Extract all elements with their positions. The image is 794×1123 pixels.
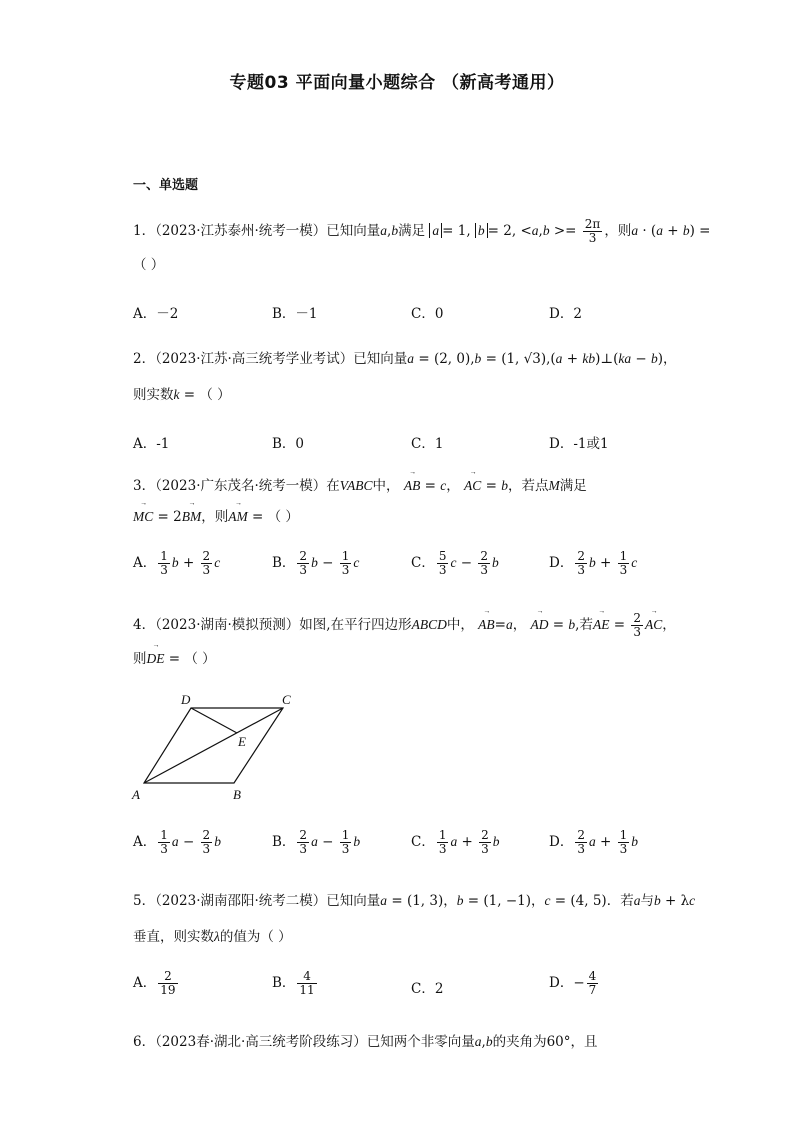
question-source: （2023·广东茂名·统考一模） — [155, 478, 327, 494]
option-c[interactable]: C．2 — [411, 981, 444, 997]
option-b[interactable]: B． $\frac{2}{3}$ b − $\frac{1}{3}$ c — [272, 549, 360, 577]
question-4: 4．（2023·湖南·模拟预测）如图,在平行四边形ABCD中， → AB=a， → AD = b,若 → AE = $\frac{2}{3}$ → AC， — [133, 607, 676, 639]
question-number: 1． — [133, 223, 156, 239]
label-a: A — [132, 787, 140, 802]
option-a[interactable]: A． $\frac{1}{3}$ b + $\frac{2}{3}$ c — [133, 549, 221, 577]
parallelogram-figure — [125, 688, 305, 803]
option-d[interactable]: D． $\frac{2}{3}$ b + $\frac{1}{3}$ c — [549, 549, 638, 577]
page-title: 专题03 平面向量小题综合 （新高考通用） — [229, 73, 565, 93]
option-d[interactable]: D． $\frac{2}{3}$ a + $\frac{1}{3}$ b — [549, 828, 639, 856]
question-3-line-2: → MC = 2 → BM，则 → AM = （ ） — [133, 499, 299, 525]
question-4-line-2: 则 → DE = （ ） — [133, 641, 216, 667]
question-source: （2023·江苏·高三统考学业考试） — [155, 351, 354, 367]
question-3: 3．（2023·广东茂名·统考一模）在VABC中， → AB = c， → AC = b，若点M满足 — [133, 468, 587, 494]
question-6: 6．（2023春·湖北·高三统考阶段练习）已知两个非零向量a,b的夹角为60°，且 — [133, 1034, 598, 1050]
question-source: （2023春·湖北·高三统考阶段练习） — [155, 1034, 367, 1050]
option-b[interactable]: B．0 — [272, 436, 305, 452]
label-b: B — [233, 787, 241, 802]
option-d[interactable]: D．− $\frac{4}{7}$ — [549, 969, 597, 997]
question-1: 1．（2023·江苏泰州·统考一模）已知向量a,b满足 a = 1, b = 2, <a,b >= $\frac{2\pi}{3}$ ，则a · (a + b) = — [133, 217, 711, 245]
question-source: （2023·江苏泰州·统考一模） — [155, 223, 327, 239]
diagonal-ac — [144, 708, 283, 783]
option-a[interactable]: A． $\frac{2}{19}$ — [133, 969, 176, 997]
option-b[interactable]: B． $\frac{4}{11}$ — [272, 969, 315, 997]
option-c[interactable]: C． $\frac{1}{3}$ a + $\frac{2}{3}$ b — [411, 828, 500, 856]
question-2-line-2: 则实数k = （ ） — [133, 387, 231, 403]
option-c[interactable]: C． $\frac{5}{3}$ c − $\frac{2}{3}$ b — [411, 549, 499, 577]
option-a[interactable]: A． $\frac{1}{3}$ a − $\frac{2}{3}$ b — [133, 828, 221, 856]
question-source: （2023·湖南邵阳·统考二模） — [155, 893, 327, 909]
label-d: D — [181, 692, 191, 707]
segment-de — [191, 708, 237, 733]
answer-blank: （ ） — [133, 257, 165, 273]
question-2: 2．（2023·江苏·高三统考学业考试）已知向量a = (2, 0),b = (1, √3),(a + kb)⊥(ka − b)， — [133, 351, 677, 367]
fraction: $\frac{2\pi}{3}$ — [584, 217, 601, 245]
option-d[interactable]: D．-1或1 — [549, 436, 609, 452]
option-d[interactable]: D．2 — [549, 306, 582, 322]
option-a[interactable]: A．－2 — [133, 306, 179, 322]
question-5: 5．（2023·湖南邵阳·统考二模）已知向量a = (1, 3)，b = (1, −1)，c = (4, 5)．若a与b + λc — [133, 893, 696, 909]
label-e: E — [238, 734, 246, 749]
label-c: C — [282, 692, 291, 707]
option-c[interactable]: C．1 — [411, 436, 444, 452]
option-a[interactable]: A．-1 — [133, 436, 170, 452]
section-heading: 一、单选题 — [133, 178, 199, 193]
question-source: （2023·湖南·模拟预测） — [155, 617, 300, 633]
question-5-line-2: 垂直，则实数λ的值为（ ） — [133, 929, 292, 945]
option-c[interactable]: C．0 — [411, 306, 444, 322]
option-b[interactable]: B．－1 — [272, 306, 318, 322]
option-b[interactable]: B． $\frac{2}{3}$ a − $\frac{1}{3}$ b — [272, 828, 361, 856]
